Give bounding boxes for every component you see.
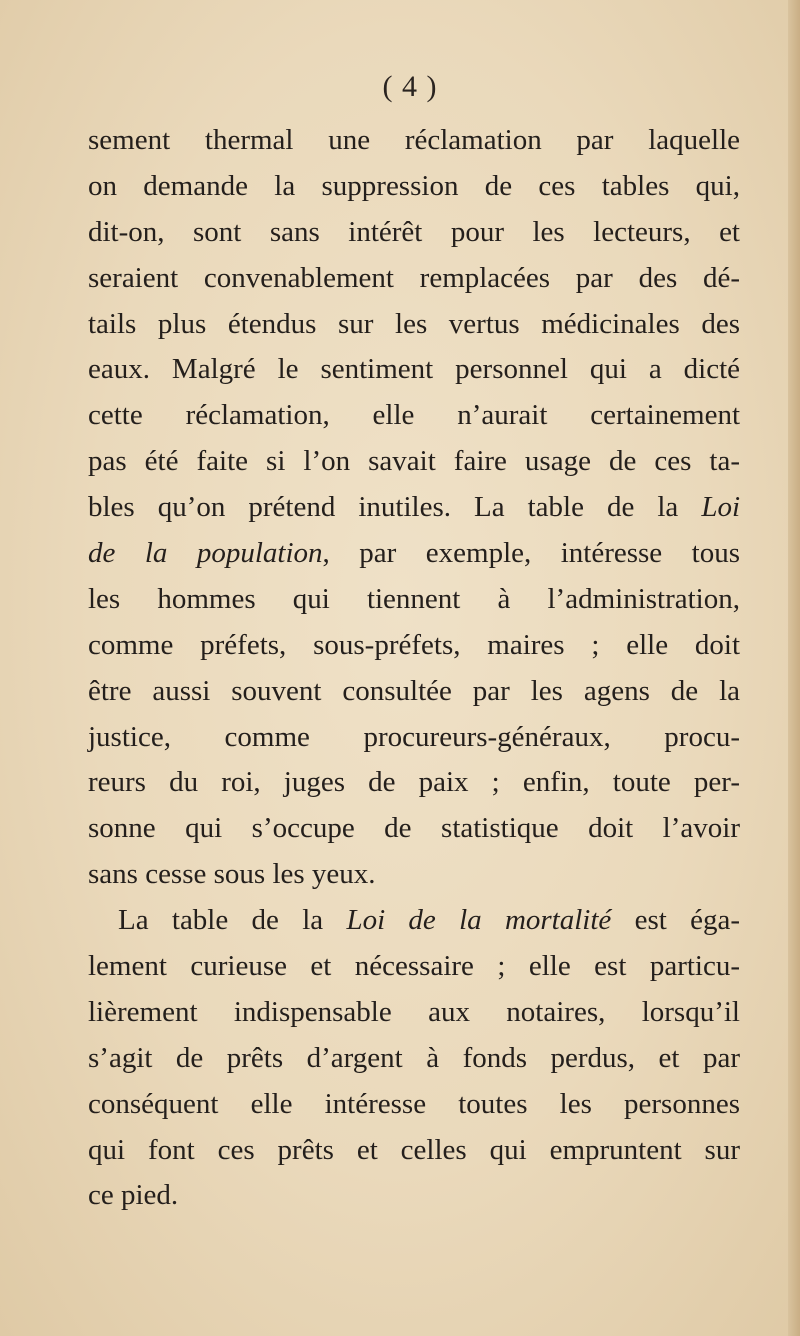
text-line: lement curieuse et nécessaire ; elle est particu- — [88, 950, 740, 983]
text-line: être aussi souvent consultée par les agens de la — [88, 674, 740, 707]
text-line: justice, comme procureurs-généraux, procu- — [88, 720, 740, 753]
italic-term: de la population — [88, 537, 323, 570]
text-line: les hommes qui tiennent à l’administration, — [88, 582, 740, 615]
text-line: lièrement indispensable aux notaires, lorsqu’il — [88, 995, 740, 1028]
text-line: bles qu’on prétend inutiles. La table de la Loi — [88, 491, 740, 524]
text-line: on demande la suppression de ces tables qui, — [88, 169, 740, 202]
text-line: reurs du roi, juges de paix ; enfin, toute per- — [88, 766, 740, 799]
body-text — [88, 118, 740, 1219]
text-line: tails plus étendus sur les vertus médicinales des — [88, 307, 740, 340]
text-line: de la population, par exemple, intéresse tous — [88, 537, 740, 570]
text-line: seraient convenablement remplacées par des dé- — [88, 261, 740, 294]
text-line: conséquent elle intéresse toutes les personnes — [88, 1087, 740, 1120]
text-line: sonne qui s’occupe de statistique doit l’avoir — [88, 812, 740, 845]
text-line: s’agit de prêts d’argent à fonds perdus, et par — [88, 1041, 740, 1074]
page-number: ( 4 ) — [382, 70, 438, 103]
paragraph — [88, 118, 740, 898]
paragraph — [88, 898, 740, 1219]
page-edge — [788, 0, 800, 1336]
italic-term: Loi — [701, 491, 740, 524]
text-line: comme préfets, sous-préfets, maires ; elle doit — [88, 628, 740, 661]
text-line: cette réclamation, elle n’aurait certainement — [88, 399, 740, 432]
text-line: La table de la Loi de la mortalité est éga- — [118, 904, 740, 937]
italic-term: Loi de la mortalité — [346, 904, 612, 937]
text-line: qui font ces prêts et celles qui empruntent sur — [88, 1133, 740, 1166]
text-line: sans cesse sous les yeux. — [88, 858, 376, 891]
text-line: eaux. Malgré le sentiment personnel qui a dicté — [88, 353, 740, 386]
text-line: pas été faite si l’on savait faire usage de ces ta- — [88, 445, 740, 478]
text-line: dit-on, sont sans intérêt pour les lecteurs, et — [88, 215, 740, 248]
text-line: ce pied. — [88, 1179, 179, 1212]
text-line: sement thermal une réclamation par laquelle — [88, 124, 740, 156]
